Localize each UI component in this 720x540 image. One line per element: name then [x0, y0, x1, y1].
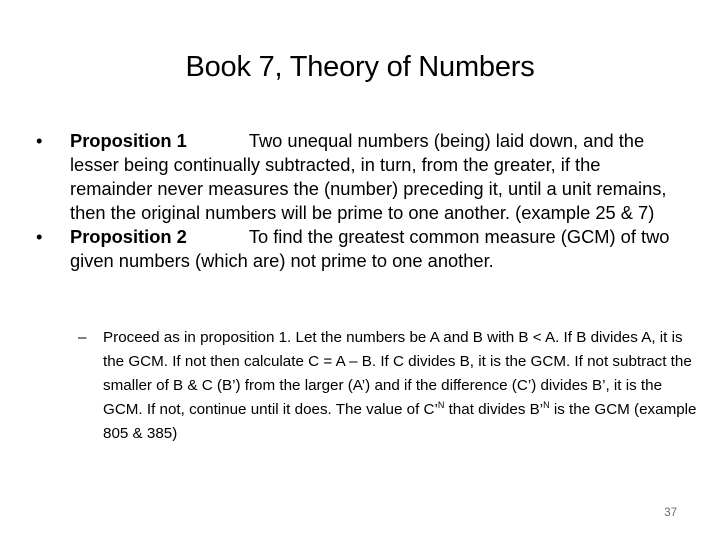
procedure-text-before: Proceed as in proposition 1. Let the numbers be A and B with B < A. If B divides A, it is the GCM. If not then calculate C = A – B. If C divides B, it is the GCM. If not subtract the smaller of B & C (B’) from the larger (A’) and if the difference (C’) divides B’, it is the GCM. If not, continue until it does. The value of C’	[103, 329, 692, 418]
proposition-label: Proposition 1	[70, 130, 187, 151]
bullet-item-proposition-2	[36, 225, 686, 273]
superscript-n: N	[543, 399, 550, 410]
slide-title: Book 7, Theory of Numbers	[185, 51, 535, 83]
proposition-text: Two unequal numbers (being) laid down, and the lesser being continually subtracted, in turn, from the greater, if the remainder never measures the (number) preceding it, until a unit remains, then the original numbers will be prime to one another. (example 25 & 7)	[70, 130, 667, 223]
sub-bullet-procedure	[78, 326, 703, 446]
bullet-marker: •	[36, 226, 43, 247]
bullet-item-proposition-1	[36, 129, 686, 225]
bullet-list	[36, 129, 686, 273]
proposition-text: To find the greatest common measure (GCM) of two given numbers (which are) not prime to one another.	[70, 226, 670, 271]
page-number: 37	[664, 507, 677, 519]
sub-bullet-marker: –	[78, 329, 87, 346]
procedure-text-middle: that divides B’	[444, 400, 544, 418]
procedure-text-after: is the GCM (example 805 & 385)	[103, 400, 697, 442]
bullet-marker: •	[36, 130, 43, 151]
superscript-n: N	[437, 399, 445, 410]
proposition-label: Proposition 2	[70, 226, 187, 247]
